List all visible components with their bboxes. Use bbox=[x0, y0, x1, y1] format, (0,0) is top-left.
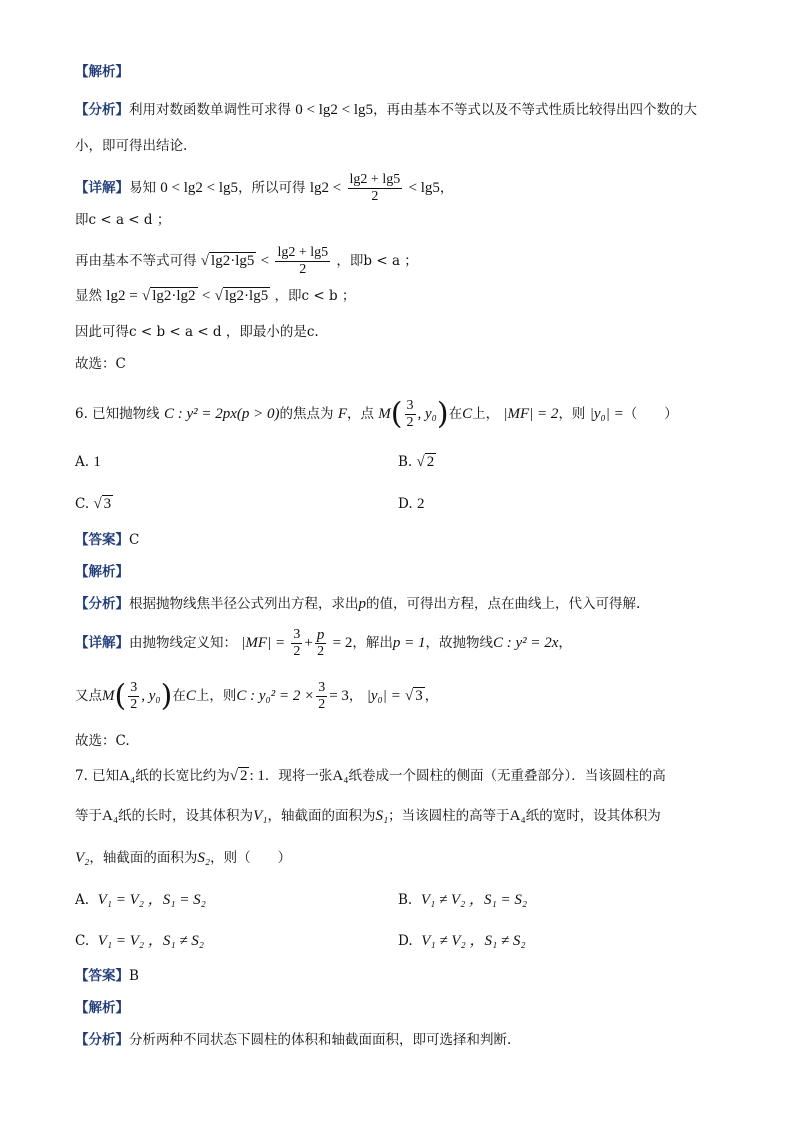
detail-text: ，解出 bbox=[352, 635, 393, 651]
section-heading-jiexi: 【解析】 bbox=[75, 64, 129, 80]
question-text: ．现将一张 bbox=[264, 768, 333, 784]
math-inline: |MF| = bbox=[241, 635, 286, 651]
sqrt-radicand: 3 bbox=[415, 688, 423, 704]
question-text: 纸的长宽比约为 bbox=[135, 768, 230, 784]
option-d bbox=[398, 931, 526, 951]
sqrt-radicand: 2 bbox=[239, 768, 248, 784]
math-inline: A₄ bbox=[119, 768, 136, 784]
option-b bbox=[398, 890, 527, 910]
question-text: ，则 bbox=[558, 406, 586, 422]
detail-text: ， bbox=[348, 688, 363, 704]
analysis-continuation: 小，即可得出结论. bbox=[75, 138, 188, 154]
option-b bbox=[398, 452, 436, 472]
detail-text: 在 bbox=[172, 688, 186, 704]
detail-tag: 【详解】 bbox=[75, 180, 129, 196]
fraction-denominator: 2 bbox=[293, 644, 301, 659]
choose-answer: 故选：C. bbox=[75, 733, 130, 749]
math-inline: p bbox=[358, 596, 366, 612]
math-inline: S₂ bbox=[197, 850, 211, 866]
option-c bbox=[75, 931, 204, 951]
fraction bbox=[405, 398, 416, 431]
math-inline: < lg5 bbox=[408, 180, 440, 196]
fraction-numerator: 3 bbox=[130, 680, 138, 695]
math-inline: 0 < lg2 < lg5 bbox=[160, 180, 239, 196]
math-inline: A₄ bbox=[509, 808, 526, 824]
question-7-stem-line1 bbox=[75, 766, 666, 786]
section-heading-jiexi: 【解析】 bbox=[75, 564, 129, 580]
math-inline: , y₀ bbox=[417, 406, 437, 422]
detail-text: ， bbox=[439, 180, 454, 196]
analysis-text: 的值，可得出方程，点在曲线上，代入可得解. bbox=[366, 596, 641, 612]
analysis-tag: 【分析】 bbox=[75, 596, 129, 612]
fraction bbox=[315, 627, 327, 660]
math-inline: C : y₀² = 2 × bbox=[236, 688, 315, 704]
choose-answer: 故选：C bbox=[75, 356, 126, 372]
analysis-paragraph bbox=[75, 594, 640, 614]
analysis-text: 分析两种不同状态下圆柱的体积和轴截面面积，即可选择和判断. bbox=[129, 1032, 512, 1048]
fraction-denominator: 2 bbox=[371, 189, 379, 204]
math-inline: |MF| = 2 bbox=[503, 406, 559, 422]
math-inline: |y₀| = bbox=[589, 406, 624, 422]
detail-line: 因此可得c < b < a < d ，即最小的是c. bbox=[75, 324, 319, 340]
option-label: A. bbox=[75, 454, 90, 470]
option-value: V₁ = V₂ ，S₁ ≠ S₂ bbox=[97, 933, 205, 949]
sqrt-expression: √ lg2·lg2 bbox=[141, 288, 196, 304]
sqrt-radicand: 3 bbox=[103, 496, 112, 512]
analysis-tag: 【分析】 bbox=[75, 1032, 129, 1048]
option-value: V₁ ≠ V₂ ，S₁ ≠ S₂ bbox=[421, 933, 526, 949]
fraction bbox=[316, 680, 327, 713]
detail-text: ，即c < b ； bbox=[274, 288, 356, 304]
analysis-tag: 【分析】 bbox=[75, 102, 129, 118]
sqrt-expression: √ 3 bbox=[93, 496, 112, 512]
math-inline: C : y² = 2x bbox=[492, 635, 559, 651]
detail-text: 由抛物线定义知： bbox=[129, 635, 237, 651]
math-inline: M bbox=[102, 688, 115, 704]
question-text: 在 bbox=[448, 406, 463, 422]
question-text: 纸的长时，设其体积为 bbox=[118, 808, 254, 824]
fraction-numerator: 3 bbox=[293, 627, 301, 642]
fraction bbox=[348, 172, 403, 205]
sqrt-expression: √ lg2·lg5 bbox=[200, 253, 255, 269]
detail-text: ，即b < a ； bbox=[336, 253, 418, 269]
option-label: A. bbox=[75, 892, 90, 908]
fraction-numerator: lg2 + lg5 bbox=[277, 245, 329, 260]
math-inline: lg2 < bbox=[309, 180, 342, 196]
answer-tag: 【答案】 bbox=[75, 532, 129, 548]
question-text: 纸的宽时，设其体积为 bbox=[525, 808, 661, 824]
analysis-text: 根据抛物线焦半径公式列出方程，求出 bbox=[129, 596, 359, 612]
fraction bbox=[128, 680, 139, 713]
fraction-denominator: 2 bbox=[318, 697, 326, 712]
sqrt-expression: √ 2 bbox=[229, 768, 248, 784]
option-d bbox=[398, 494, 424, 514]
detail-line bbox=[75, 286, 355, 306]
math-inline: , y₀ bbox=[141, 688, 161, 704]
math-inline: C bbox=[185, 688, 196, 704]
math-inline: = 3 bbox=[329, 688, 349, 704]
detail-text: 又点 bbox=[75, 688, 102, 704]
detail-text: 上，则 bbox=[195, 688, 237, 704]
math-inline: 0 < lg2 < lg5 bbox=[295, 102, 374, 118]
question-text: 等于 bbox=[75, 808, 102, 824]
detail-text: ，所以可得 bbox=[238, 180, 306, 196]
question-text: 上， bbox=[472, 406, 500, 422]
question-text: ，轴截面的面积为 bbox=[89, 850, 198, 866]
math-inline: < bbox=[260, 253, 270, 269]
analysis-paragraph bbox=[75, 100, 697, 120]
option-label: C. bbox=[75, 933, 90, 949]
detail-text: ，故抛物线 bbox=[425, 635, 493, 651]
math-inline: < bbox=[201, 288, 211, 304]
math-inline: + bbox=[304, 635, 313, 651]
sqrt-expression: √ 2 bbox=[416, 454, 435, 470]
sqrt-radicand: lg2·lg2 bbox=[152, 288, 196, 304]
option-label: B. bbox=[398, 454, 413, 470]
math-inline: = 2 bbox=[332, 635, 353, 651]
fraction-numerator: 3 bbox=[406, 398, 414, 413]
answer-value: C bbox=[129, 532, 140, 548]
detail-text: ， bbox=[424, 688, 439, 704]
detail-line: 即c < a < d ； bbox=[75, 212, 171, 228]
fraction-denominator: 2 bbox=[406, 415, 414, 430]
sqrt-radicand: 2 bbox=[426, 454, 435, 470]
right-paren: ) bbox=[436, 396, 449, 432]
answer-line bbox=[75, 530, 139, 550]
section-heading-jiexi: 【解析】 bbox=[75, 1000, 129, 1016]
right-paren: ) bbox=[160, 678, 173, 714]
fraction-numerator: 3 bbox=[318, 680, 326, 695]
analysis-paragraph bbox=[75, 1030, 511, 1050]
math-inline: M bbox=[378, 406, 391, 422]
question-6-stem bbox=[75, 398, 678, 431]
option-a bbox=[75, 890, 206, 910]
question-text: 6. 已知抛物线 bbox=[75, 406, 160, 422]
math-inline: S₁ bbox=[375, 808, 389, 824]
math-inline: : 1 bbox=[249, 768, 265, 784]
fraction-numerator: lg2 + lg5 bbox=[349, 172, 401, 187]
detail-paragraph bbox=[75, 627, 572, 660]
option-c bbox=[75, 494, 113, 514]
option-label: C. bbox=[75, 496, 90, 512]
fraction-denominator: 2 bbox=[317, 644, 325, 659]
answer-line bbox=[75, 966, 139, 986]
sqrt-expression: √ lg2·lg5 bbox=[214, 288, 269, 304]
option-value: V₁ = V₂ ，S₁ = S₂ bbox=[97, 892, 206, 908]
question-text: 纸卷成一个圆柱的侧面（无重叠部分）．当该圆柱的高 bbox=[348, 768, 666, 784]
detail-text: ， bbox=[558, 635, 572, 651]
answer-tag: 【答案】 bbox=[75, 968, 129, 984]
math-inline: p = 1 bbox=[392, 635, 426, 651]
detail-text: 显然 bbox=[75, 288, 102, 304]
math-inline: |y₀| = bbox=[366, 688, 401, 704]
sqrt-radicand: lg2·lg5 bbox=[224, 288, 269, 304]
analysis-text: 利用对数函数单调性可求得 bbox=[129, 102, 291, 118]
math-inline: C : y² = 2px(p > 0) bbox=[163, 406, 280, 422]
detail-line bbox=[75, 680, 438, 713]
left-paren: ( bbox=[390, 396, 403, 432]
fraction bbox=[275, 245, 330, 278]
option-label: B. bbox=[398, 892, 413, 908]
detail-text: 再由基本不等式可得 bbox=[75, 253, 197, 269]
question-text: ，点 bbox=[346, 406, 374, 422]
math-inline: A₄ bbox=[102, 808, 119, 824]
math-inline: C bbox=[462, 406, 473, 422]
fraction-numerator: p bbox=[316, 627, 325, 643]
detail-text: 易知 bbox=[129, 180, 156, 196]
option-a bbox=[75, 452, 101, 472]
fraction-denominator: 2 bbox=[130, 697, 138, 712]
detail-tag: 【详解】 bbox=[75, 635, 129, 651]
question-text: ；当该圆柱的高等于 bbox=[388, 808, 510, 824]
math-inline: lg2 = bbox=[106, 288, 138, 304]
option-value: 1 bbox=[93, 454, 101, 470]
question-text: ，轴截面的面积为 bbox=[267, 808, 376, 824]
math-inline: V₂ bbox=[75, 850, 90, 866]
question-text: ，则（ ） bbox=[210, 850, 292, 866]
question-7-stem-line2 bbox=[75, 806, 661, 826]
option-value: 2 bbox=[416, 496, 425, 512]
option-label: D. bbox=[398, 496, 413, 512]
question-7-stem-line3 bbox=[75, 848, 291, 868]
fraction bbox=[291, 627, 302, 660]
answer-value: B bbox=[129, 968, 139, 984]
sqrt-radicand: lg2·lg5 bbox=[211, 253, 255, 269]
question-text: （ ） bbox=[623, 406, 678, 422]
question-text: 的焦点为 bbox=[279, 406, 334, 422]
sqrt-expression: √ 3 bbox=[405, 688, 423, 704]
option-value: V₁ ≠ V₂ ，S₁ = S₂ bbox=[420, 892, 528, 908]
left-paren: ( bbox=[114, 678, 127, 714]
option-label: D. bbox=[398, 933, 413, 949]
detail-paragraph bbox=[75, 172, 453, 205]
math-inline: F bbox=[337, 406, 347, 422]
math-inline: V₁ bbox=[253, 808, 268, 824]
question-text: 7. 已知 bbox=[75, 768, 120, 784]
detail-line bbox=[75, 245, 418, 278]
fraction-denominator: 2 bbox=[299, 262, 307, 277]
math-inline: A₄ bbox=[332, 768, 349, 784]
analysis-text: ，再由基本不等式以及不等式性质比较得出四个数的大 bbox=[373, 102, 698, 118]
